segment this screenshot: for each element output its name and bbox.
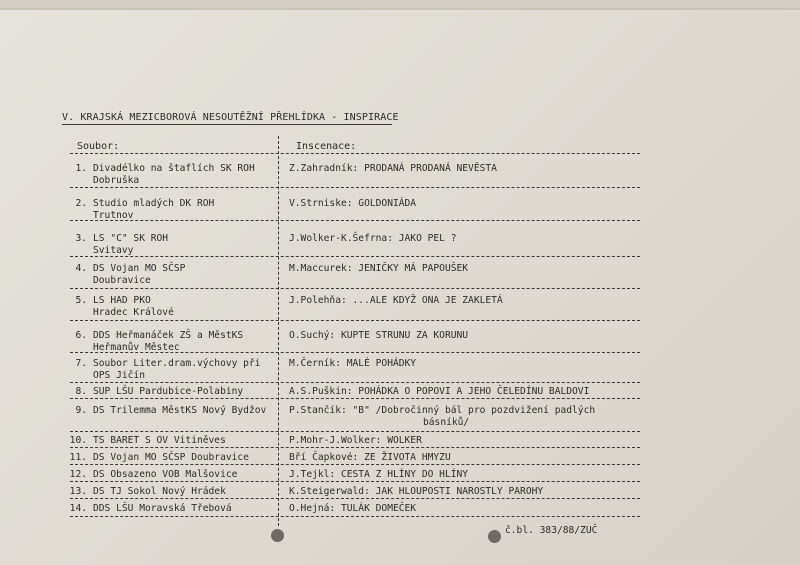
paper-top-edge xyxy=(0,8,800,10)
inscenace-cell: Z.Zahradník: PRODANÁ PRODANÁ NEVĚSTA xyxy=(289,163,497,174)
inscenace-cell: P.Stančík: "B" /Dobročinný bál pro pozdvižení padlých xyxy=(289,405,596,416)
inscenace-cell: A.S.Puškin: POHÁDKA O POPOVI A JEHO ČELEDÍNU BALDOVI xyxy=(289,386,590,397)
soubor-cell: Svitavy xyxy=(93,245,134,256)
header-rule xyxy=(70,153,640,154)
soubor-cell: Heřmanův Městec xyxy=(93,342,180,353)
row-number: 14. xyxy=(69,503,87,514)
soubor-cell: DDS LŠU Moravská Třebová xyxy=(93,503,232,514)
inscenace-cell: M.Maccurek: JENIČKY MÁ PAPOUŠEK xyxy=(289,263,469,274)
soubor-cell: LS HAD PKO xyxy=(93,295,151,306)
row-number: 11. xyxy=(69,452,87,463)
row-rule xyxy=(70,382,640,383)
soubor-cell: Soubor Liter.dram.výchovy při xyxy=(93,358,261,369)
punch-hole xyxy=(271,529,284,542)
soubor-cell: Doubravice xyxy=(93,275,151,286)
inscenace-cell: J.Wolker-K.Šefrna: JAKO PEL ? xyxy=(289,233,457,244)
row-rule xyxy=(70,256,640,257)
document-title: V. KRAJSKÁ MEZICBOROVÁ NESOUTĚŽNÍ PŘEHLÍDKA - INSPIRACE xyxy=(62,112,399,123)
soubor-cell: Divadélko na štaflích SK ROH xyxy=(93,163,255,174)
row-number: 7. xyxy=(75,358,87,369)
row-number: 9. xyxy=(75,405,87,416)
inscenace-cell: K.Steigerwald: JAK HLOUPOSTI NAROSTLY PAROHY xyxy=(289,486,544,497)
punch-hole xyxy=(488,530,501,543)
inscenace-cell: V.Strniske: GOLDONIÁDA xyxy=(289,198,417,209)
inscenace-cell: P.Mohr-J.Wolker: WOLKER xyxy=(289,435,422,446)
reference-number: č.bl. 383/88/ZUČ xyxy=(505,525,598,536)
inscenace-cell: Bří Čapkové: ZE ŽIVOTA HMYZU xyxy=(289,452,451,463)
inscenace-cell: J.Polehňa: ...ALE KDYŽ ONA JE ZAKLETÁ xyxy=(289,295,503,306)
row-rule xyxy=(70,320,640,321)
row-number: 3. xyxy=(75,233,87,244)
row-rule xyxy=(70,288,640,289)
row-rule xyxy=(70,352,640,353)
inscenace-cell: básníků/ xyxy=(423,417,470,428)
row-number: 6. xyxy=(75,330,87,341)
row-number: 5. xyxy=(75,295,87,306)
row-rule xyxy=(70,187,640,188)
row-rule xyxy=(70,447,640,448)
soubor-cell: Studio mladých DK ROH xyxy=(93,198,215,209)
row-rule xyxy=(70,516,640,517)
inscenace-cell: O.Suchý: KUPTE STRUNU ZA KORUNU xyxy=(289,330,469,341)
soubor-cell: SUP LŠU Pardubice-Polabiny xyxy=(93,386,244,397)
header-inscenace: Inscenace: xyxy=(296,141,357,152)
soubor-cell: TS BARET S OV Vitiněves xyxy=(93,435,226,446)
soubor-cell: DS Obsazeno VOB Malšovice xyxy=(93,469,238,480)
soubor-cell: DS Vojan MO SČSP Doubravice xyxy=(93,452,249,463)
row-number: 8. xyxy=(75,386,87,397)
row-rule xyxy=(70,220,640,221)
soubor-cell: OPS Jičín xyxy=(93,370,145,381)
row-rule xyxy=(70,398,640,399)
row-number: 1. xyxy=(75,163,87,174)
inscenace-cell: J.Tejkl: CESTA Z HLÍNY DO HLÍNY xyxy=(289,469,469,480)
title-underline xyxy=(62,124,392,125)
row-number: 2. xyxy=(75,198,87,209)
row-rule xyxy=(70,431,640,432)
column-divider xyxy=(278,136,279,526)
soubor-cell: DS Vojan MO SČSP xyxy=(93,263,186,274)
soubor-cell: Hradec Králové xyxy=(93,307,174,318)
row-rule xyxy=(70,464,640,465)
row-rule xyxy=(70,481,640,482)
row-number: 12. xyxy=(69,469,87,480)
header-soubor: Soubor: xyxy=(77,141,120,152)
soubor-cell: LS "C" SK ROH xyxy=(93,233,169,244)
inscenace-cell: O.Hejná: TULÁK DOMEČEK xyxy=(289,503,417,514)
row-number: 13. xyxy=(69,486,87,497)
soubor-cell: DS Trilemma MěstKS Nový Bydžov xyxy=(93,405,267,416)
row-rule xyxy=(70,498,640,499)
soubor-cell: Trutnov xyxy=(93,210,134,221)
soubor-cell: Dobruška xyxy=(93,175,140,186)
inscenace-cell: M.Černík: MALÉ POHÁDKY xyxy=(289,358,417,369)
soubor-cell: DS TJ Sokol Nový Hrádek xyxy=(93,486,226,497)
soubor-cell: DDS Heřmanáček ZŠ a MěstKS xyxy=(93,330,244,341)
row-number: 10. xyxy=(69,435,87,446)
row-number: 4. xyxy=(75,263,87,274)
